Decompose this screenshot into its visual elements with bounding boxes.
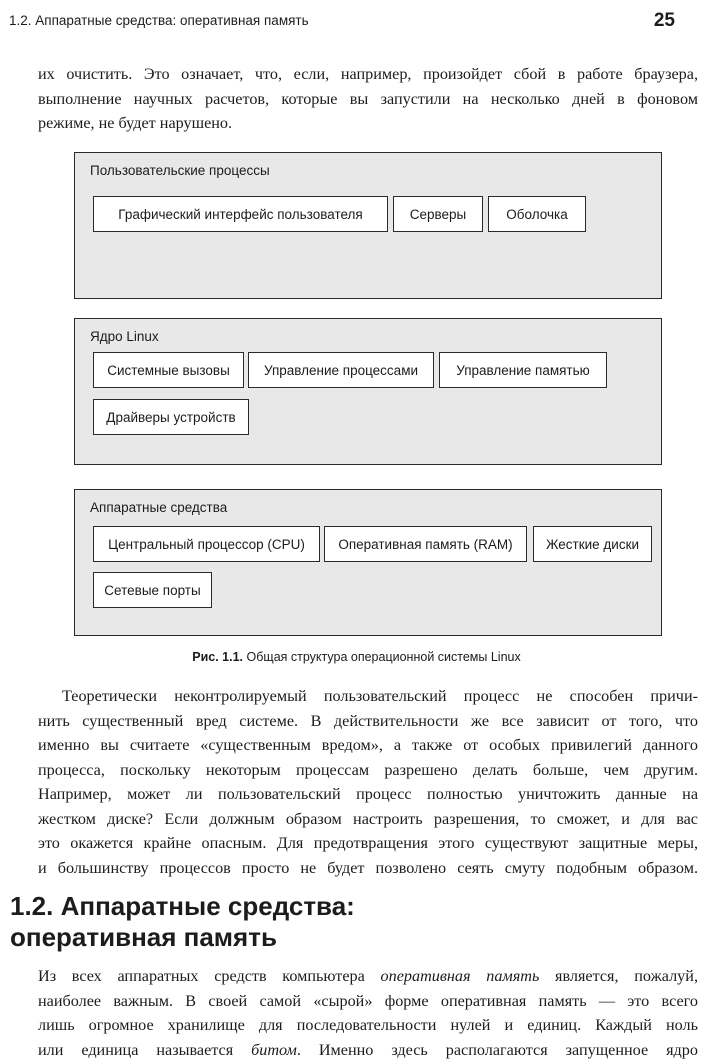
diagram-box-device-drivers: Драйверы устройств [93, 399, 249, 435]
diagram-layer-linux-kernel [74, 318, 662, 465]
emphasis-term: оперативная память [380, 967, 540, 985]
diagram-box-network-ports: Сетевые порты [93, 572, 212, 608]
text-line: выполнение научных расчетов, которые вы запустили на несколько дней в фоновом [38, 89, 698, 108]
emphasis-term: битом [251, 1040, 297, 1059]
paragraph [38, 964, 698, 1062]
diagram-box-gui: Графический интерфейс пользователя [93, 196, 388, 232]
figure-caption [0, 650, 713, 664]
text-line: это окажется крайне опасным. Для предотвращения этого существуют защитные меры, [38, 834, 698, 852]
diagram-box-hard-disks: Жесткие диски [533, 526, 652, 562]
diagram-box-process-management: Управление процессами [248, 352, 434, 388]
diagram-box-servers: Серверы [393, 196, 483, 232]
section-heading [10, 891, 670, 953]
text-line [38, 1038, 698, 1063]
section-heading-line: 1.2. Аппаратные средства: [10, 891, 355, 921]
text-line: их очистить. Это означает, что, если, например, произойдет сбой в работе браузера, [38, 65, 698, 83]
section-heading-line: оперативная память [10, 922, 277, 952]
diagram-box-ram: Оперативная память (RAM) [324, 526, 527, 562]
text-line: процесса, поскольку некоторым процессам разрешено делать больше, чем другим. [38, 760, 698, 779]
text-run: Из всех аппаратных средств компьютера [38, 967, 381, 985]
text-line: именно вы считаете «существенным вредом», а также от особых привилегий данного [38, 736, 698, 754]
diagram-box-memory-management: Управление памятью [439, 352, 607, 388]
diagram-layer-hardware [74, 489, 662, 636]
paragraph-continuation [38, 62, 698, 136]
text-run: . Именно здесь располагаются запущенное ядро [296, 1040, 698, 1059]
text-line: наиболее важным. В своей самой «сырой» форме оперативная память — это всего [38, 991, 698, 1010]
text-run: является, пожалуй, [539, 967, 698, 985]
text-line [38, 964, 698, 989]
layer-title: Аппаратные средства [90, 500, 228, 515]
diagram-box-system-calls: Системные вызовы [93, 352, 244, 388]
diagram-layer-user-processes [74, 152, 662, 299]
text-line: Например, может ли пользовательский процесс полностью уничтожить данные на [38, 785, 698, 803]
page-number: 25 [653, 10, 675, 31]
text-line: жестком диске? Если должным образом настроить разрешения, то сможет, и для вас [38, 809, 698, 828]
text-line: нить существенный вред системе. В действительности же все зависит от того, что [38, 711, 698, 730]
text-line: и большинству процессов просто не будет позволено сеять смуту подобным образом. [38, 858, 698, 877]
diagram-box-cpu: Центральный процессор (CPU) [93, 526, 320, 562]
running-title: 1.2. Аппаратные средства: оперативная память [9, 13, 309, 28]
text-line: лишь огромное хранилище для последовательности нулей и единиц. Каждый ноль [38, 1016, 698, 1034]
diagram-box-shell: Оболочка [488, 196, 586, 232]
paragraph [38, 684, 698, 880]
caption-label: Рис. 1.1. [192, 650, 244, 664]
layer-title: Ядро Linux [90, 329, 159, 344]
text-line: режиме, не будет нарушено. [38, 114, 233, 132]
running-header [9, 10, 675, 34]
text-run: или единица называется [38, 1040, 252, 1059]
layer-title: Пользовательские процессы [90, 163, 270, 178]
text-line: Теоретически неконтролируемый пользовательский процесс не способен причи- [62, 687, 698, 705]
caption-text: Общая структура операционной системы Linux [246, 650, 521, 664]
